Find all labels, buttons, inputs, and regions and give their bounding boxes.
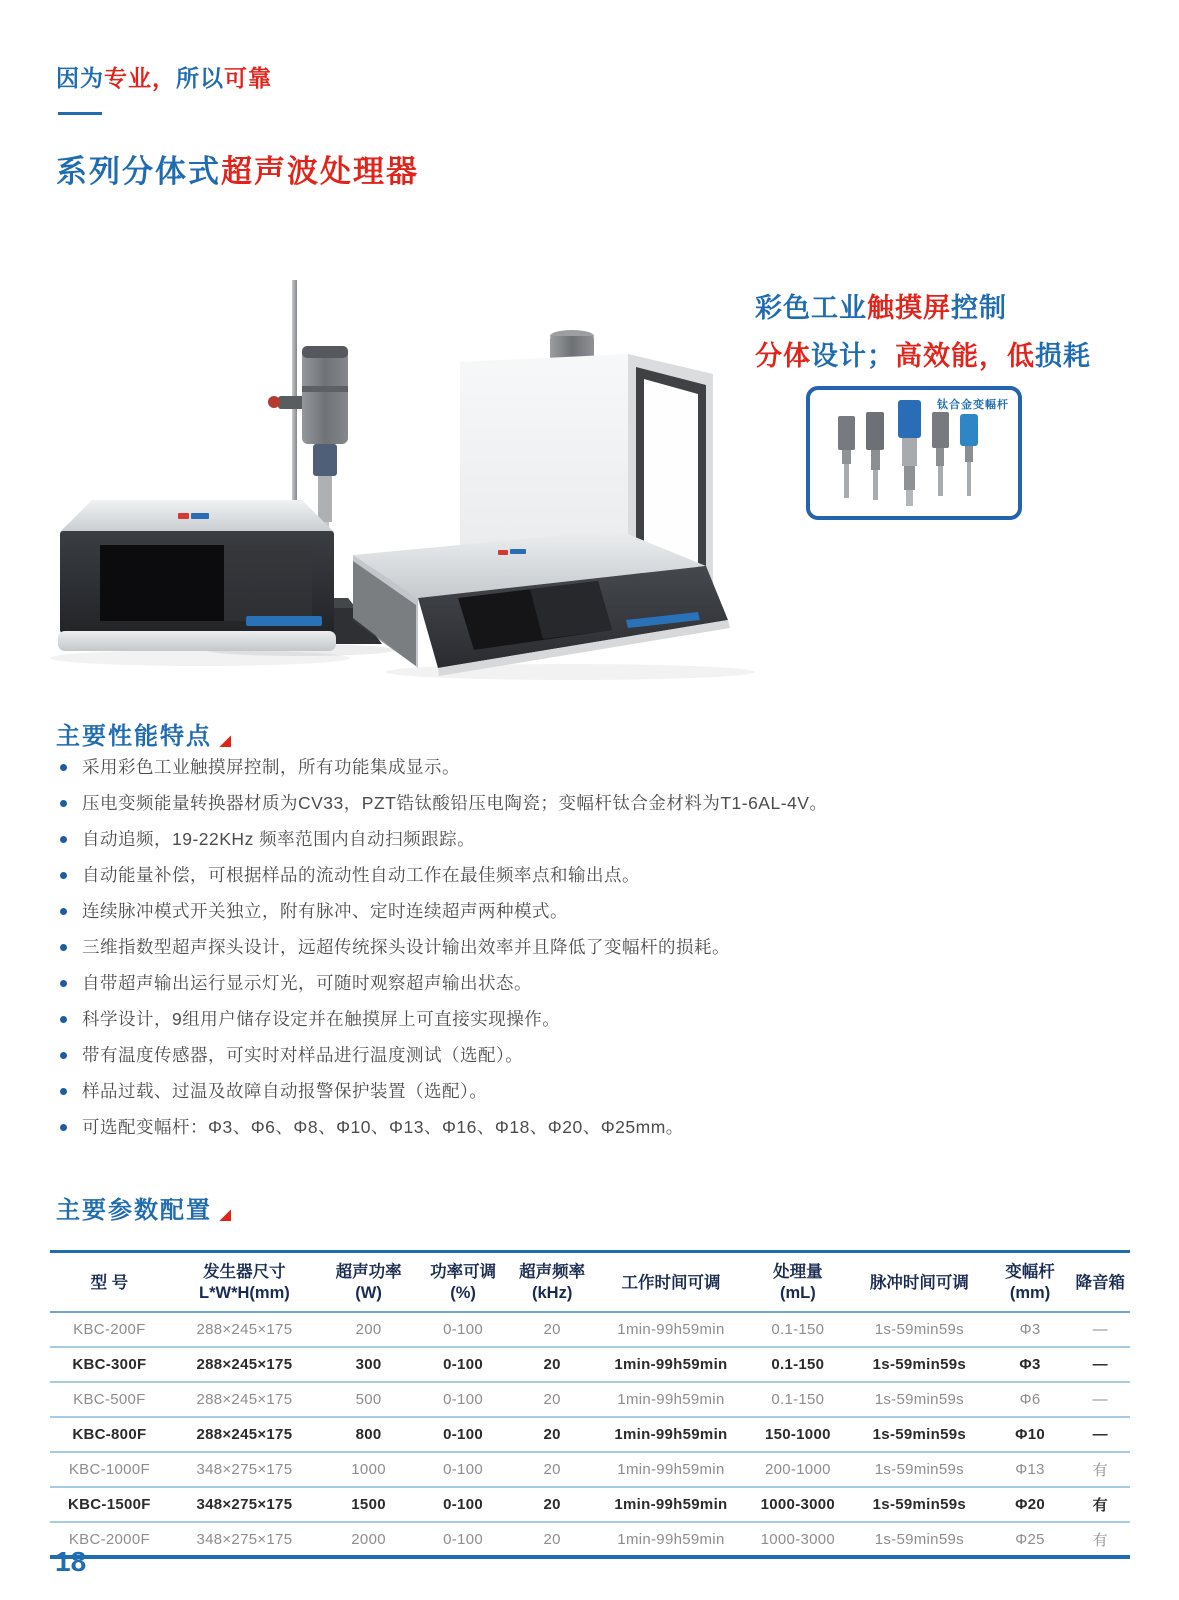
table-cell: 1min-99h59min [595,1452,746,1487]
table-cell: Φ6 [990,1382,1071,1417]
slogan-seg: 可靠 [224,65,272,91]
bullet-dot-icon [60,944,67,951]
feature-text: 样品过载、过温及故障自动报警保护装置（选配）。 [82,1081,488,1101]
table-cell: 500 [320,1382,417,1417]
table-cell: 1s-59min59s [874,1530,964,1548]
horn-box-label: 钛合金变幅杆 [937,399,1009,411]
table-head [50,1252,1130,1313]
table-cell: 0.1-150 [747,1382,850,1417]
table-cell: 1500 [320,1487,417,1522]
table-cell: Φ20 [990,1487,1071,1522]
table-cell: 20 [509,1452,595,1487]
feature-text: 可选配变幅杆：Φ3、Φ6、Φ8、Φ10、Φ13、Φ16、Φ18、Φ20、Φ25mm。 [82,1117,684,1137]
titanium-horn-inset [806,386,1022,520]
feature-item [58,1008,1128,1030]
table-cell: 0-100 [417,1487,509,1522]
table-cell: 20 [509,1312,595,1347]
table-cell: 有 [1071,1452,1130,1487]
table-cell: 1min-99h59min [595,1347,746,1382]
bullet-dot-icon [60,836,67,843]
feature-item [58,1044,1128,1066]
table-cell: Φ13 [990,1452,1071,1487]
column-header: 功率可调 (%) [417,1252,509,1313]
table-cell: KBC-2000F [68,1530,150,1548]
table-cell: — [1071,1382,1130,1417]
table-cell: 0-100 [417,1382,509,1417]
table-cell: 150-1000 [747,1417,850,1452]
table-cell: 288×245×175 [169,1382,320,1417]
bullet-dot-icon [60,1052,67,1059]
table-row [50,1522,1130,1557]
column-header: 超声频率 (kHz) [509,1252,595,1313]
bullet-dot-icon [60,764,67,771]
feature-text: 自动追频，19-22KHz 频率范围内自动扫频跟踪。 [82,829,476,849]
feature-text: 连续脉冲模式开关独立，附有脉冲、定时连续超声两种模式。 [82,901,568,921]
bullet-dot-icon [60,1088,67,1095]
feature-item [58,828,1128,850]
table-cell: — [1071,1417,1130,1452]
slogan-seg: 因为 [56,65,104,91]
bullet-dot-icon [60,872,67,879]
page-title-red: 超声波处理器 [221,154,419,189]
column-header: 型 号 [50,1252,169,1313]
table-cell: KBC-300F [50,1347,169,1382]
column-header: 处理量 (mL) [747,1252,850,1313]
features-list [58,756,1128,1152]
table-cell: 288×245×175 [169,1417,320,1452]
table-cell: 1s-59min59s [849,1312,989,1347]
table-cell: 1s-59min59s [849,1452,989,1487]
bullet-dot-icon [60,1016,67,1023]
table-cell: Φ3 [990,1312,1071,1347]
params-heading: 主要参数配置 ◢ [56,1190,233,1225]
table-cell: KBC-200F [50,1312,169,1347]
table-header-row [50,1252,1130,1313]
slogan-seg: 所以 [176,65,224,91]
table-cell: 1min-99h59min [595,1382,746,1417]
table-cell: 1000 [320,1452,417,1487]
table-cell: 20 [509,1382,595,1417]
table-cell: 200-1000 [747,1452,850,1487]
product-photo [50,268,770,680]
table-cell: Φ3 [990,1347,1071,1382]
column-header: 变幅杆 (mm) [990,1252,1071,1313]
table-body [50,1312,1130,1557]
slogan-underline [58,112,102,115]
feature-item [58,1116,1128,1138]
horn [898,400,921,506]
table-cell: 2000 [351,1530,386,1548]
column-header: 发生器尺寸 L*W*H(mm) [169,1252,320,1313]
table-cell: 1min-99h59min [595,1312,746,1347]
headline-seg: 损耗 [1035,341,1091,371]
table-cell: 1min-99h59min [617,1530,725,1548]
table-cell: 20 [509,1487,595,1522]
page-title-blue: 系列分体式 [56,154,221,189]
headline-line2 [755,332,1165,380]
headline [755,284,1165,380]
table-cell: 1s-59min59s [849,1347,989,1382]
horn [838,416,855,498]
table-cell: KBC-1500F [50,1487,169,1522]
table-cell: 0.1-150 [747,1347,850,1382]
table-row [50,1382,1130,1417]
table-cell: 800 [320,1417,417,1452]
table-cell: 20 [543,1530,561,1548]
table-row [50,1452,1130,1487]
table-cell: 1min-99h59min [595,1487,746,1522]
column-header: 脉冲时间可调 [849,1252,989,1313]
column-header: 降音箱 [1071,1252,1130,1313]
table-cell: 20 [509,1347,595,1382]
headline-seg: 分体 [755,341,811,371]
slogan [56,60,272,93]
bullet-dot-icon [60,800,67,807]
horn [866,412,884,500]
table-cell: 0-100 [417,1312,509,1347]
feature-text: 采用彩色工业触摸屏控制，所有功能集成显示。 [82,757,460,777]
headline-seg: 彩色工业 [755,293,867,323]
feature-item [58,756,1128,778]
feature-item [58,864,1128,886]
table-row [50,1417,1130,1452]
feature-text: 压电变频能量转换器材质为CV33，PZT锆钛酸铅压电陶瓷；变幅杆钛合金材料为T1-6AL-4V。 [82,793,828,813]
headline-seg: 设计； [811,341,895,371]
horn [960,414,978,496]
devices-illustration [50,268,770,680]
feature-text: 三维指数型超声探头设计，远超传统探头设计输出效率并且降低了变幅杆的损耗。 [82,937,730,957]
table-cell: KBC-800F [50,1417,169,1452]
generator-flat [58,500,336,651]
headline-line1 [755,284,1165,332]
feature-item [58,936,1128,958]
table-cell: Φ25 [1015,1530,1045,1548]
table-cell: 0.1-150 [747,1312,850,1347]
table-cell: 1000-3000 [760,1530,836,1548]
feature-item [58,900,1128,922]
brand-logo [178,513,209,519]
table-cell: 348×275×175 [169,1487,320,1522]
horn [932,412,949,496]
slogan-seg: 专业， [104,65,176,91]
table-cell: 0-100 [417,1417,509,1452]
table-row [50,1347,1130,1382]
feature-text: 带有温度传感器，可实时对样品进行温度测试（选配）。 [82,1045,524,1065]
params-table [50,1250,1130,1559]
bullet-dot-icon [60,1124,67,1131]
table-cell: — [1071,1312,1130,1347]
table-cell: 20 [509,1417,595,1452]
table-cell: Φ10 [990,1417,1071,1452]
table-row [50,1487,1130,1522]
table-cell: 0-100 [417,1452,509,1487]
table-cell: 有 [1092,1531,1108,1549]
table-cell: 288×245×175 [169,1312,320,1347]
table-cell: KBC-500F [50,1382,169,1417]
feature-text: 自动能量补偿，可根据样品的流动性自动工作在最佳频率点和输出点。 [82,865,640,885]
table-cell: — [1071,1347,1130,1382]
table-cell: 0-100 [443,1530,483,1548]
bullet-dot-icon [60,980,67,987]
table-cell: 348×275×175 [196,1530,293,1548]
page-title [56,146,419,191]
table-cell: 300 [320,1347,417,1382]
table-cell: 1s-59min59s [849,1487,989,1522]
table-cell: 348×275×175 [169,1452,320,1487]
headline-seg: 高效能，低 [895,341,1035,371]
table-cell: 200 [320,1312,417,1347]
feature-item [58,1080,1128,1102]
table-cell: KBC-1000F [50,1452,169,1487]
feature-item [58,972,1128,994]
column-header: 超声功率 (W) [320,1252,417,1313]
feature-text: 自带超声输出运行显示灯光，可随时观察超声输出状态。 [82,973,532,993]
table-cell: 0-100 [417,1347,509,1382]
table-cell: 1s-59min59s [849,1417,989,1452]
column-header: 工作时间可调 [595,1252,746,1313]
headline-seg: 触摸屏 [867,293,951,323]
feature-text: 科学设计，9组用户储存设定并在触摸屏上可直接实现操作。 [82,1009,561,1029]
table-cell: 1s-59min59s [849,1382,989,1417]
table-cell: 有 [1071,1487,1130,1522]
features-heading: 主要性能特点 ◢ [56,716,233,751]
table-cell: 1000-3000 [747,1487,850,1522]
page-number: 18 [55,1546,87,1577]
headline-seg: 控制 [951,293,1007,323]
table-cell: 1min-99h59min [595,1417,746,1452]
table-cell: 288×245×175 [169,1347,320,1382]
bullet-dot-icon [60,908,67,915]
table-row [50,1312,1130,1347]
feature-item [58,792,1128,814]
